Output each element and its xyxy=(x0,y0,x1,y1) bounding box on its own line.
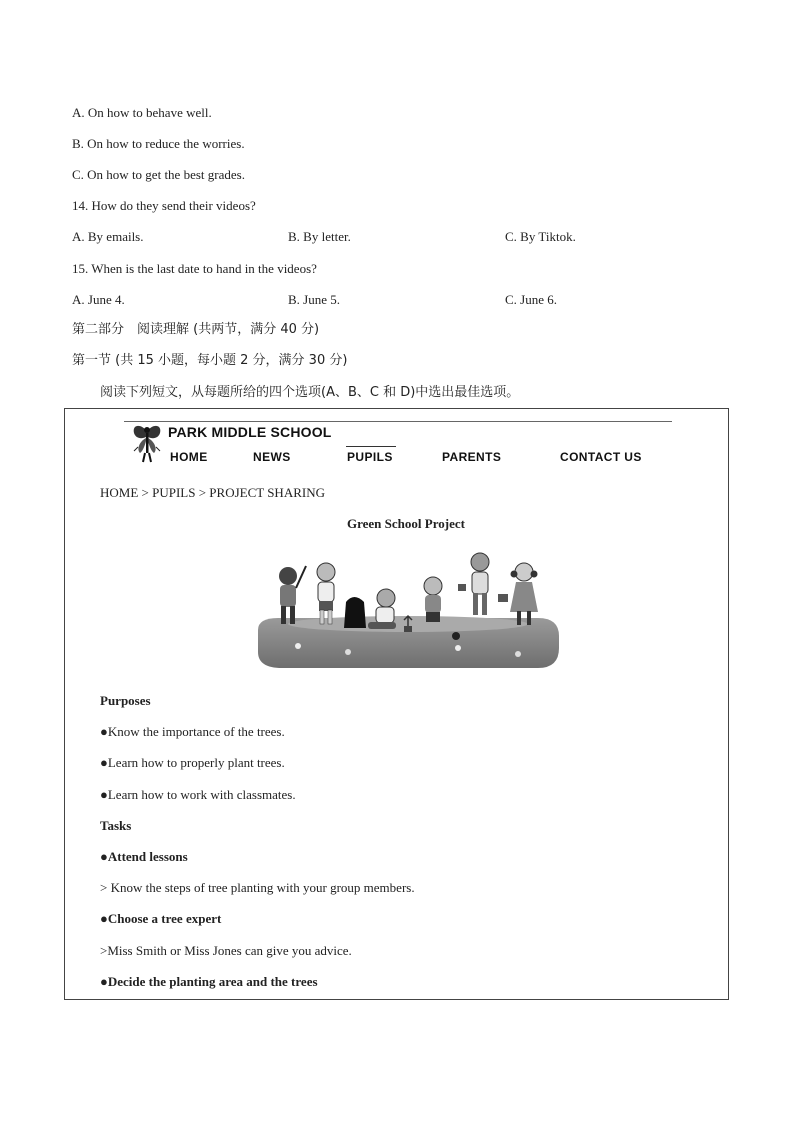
nav-parents[interactable]: PARENTS xyxy=(442,450,502,464)
option-13a: A. On how to behave well. xyxy=(72,105,212,120)
reading-instruction: 阅读下列短文，从每题所给的四个选项(A、B、C 和 D)中选出最佳选项。 xyxy=(100,385,520,400)
school-name: PARK MIDDLE SCHOOL xyxy=(168,424,332,440)
option-14a: A. By emails. xyxy=(72,229,144,244)
active-nav-indicator xyxy=(346,446,396,447)
page-title: Green School Project xyxy=(347,516,465,531)
kids-planting-illustration xyxy=(258,548,559,670)
nav-news[interactable]: NEWS xyxy=(253,450,291,464)
option-14b: B. By letter. xyxy=(288,229,351,244)
section-1-heading: 第一节 (共 15 小题，每小题 2 分，满分 30 分) xyxy=(72,353,348,368)
task-detail: >Miss Smith or Miss Jones can give you advice. xyxy=(100,943,352,958)
task-heading: ●Choose a tree expert xyxy=(100,911,222,926)
option-15a: A. June 4. xyxy=(72,292,125,307)
task-heading: ●Decide the planting area and the trees xyxy=(100,974,318,989)
nav-contact-us[interactable]: CONTACT US xyxy=(560,450,642,464)
nav-home[interactable]: HOME xyxy=(170,450,208,464)
option-13c: C. On how to get the best grades. xyxy=(72,167,245,182)
header-top-rule xyxy=(124,421,672,422)
task-heading: ●Attend lessons xyxy=(100,849,188,864)
school-logo-icon xyxy=(130,421,164,463)
option-15c: C. June 6. xyxy=(505,292,557,307)
nav-pupils[interactable]: PUPILS xyxy=(347,450,393,464)
tasks-heading: Tasks xyxy=(100,818,132,833)
option-14c: C. By Tiktok. xyxy=(505,229,576,244)
purposes-heading: Purposes xyxy=(100,693,151,708)
option-15b: B. June 5. xyxy=(288,292,340,307)
purpose-item: ●Learn how to properly plant trees. xyxy=(100,755,285,770)
breadcrumb: HOME > PUPILS > PROJECT SHARING xyxy=(100,485,325,500)
option-13b: B. On how to reduce the worries. xyxy=(72,136,245,151)
question-15: 15. When is the last date to hand in the videos? xyxy=(72,261,317,276)
purpose-item: ●Know the importance of the trees. xyxy=(100,724,285,739)
section-part2-heading: 第二部分 阅读理解 (共两节，满分 40 分) xyxy=(72,322,320,337)
question-14: 14. How do they send their videos? xyxy=(72,198,256,213)
task-detail: > Know the steps of tree planting with your group members. xyxy=(100,880,415,895)
purpose-item: ●Learn how to work with classmates. xyxy=(100,787,296,802)
